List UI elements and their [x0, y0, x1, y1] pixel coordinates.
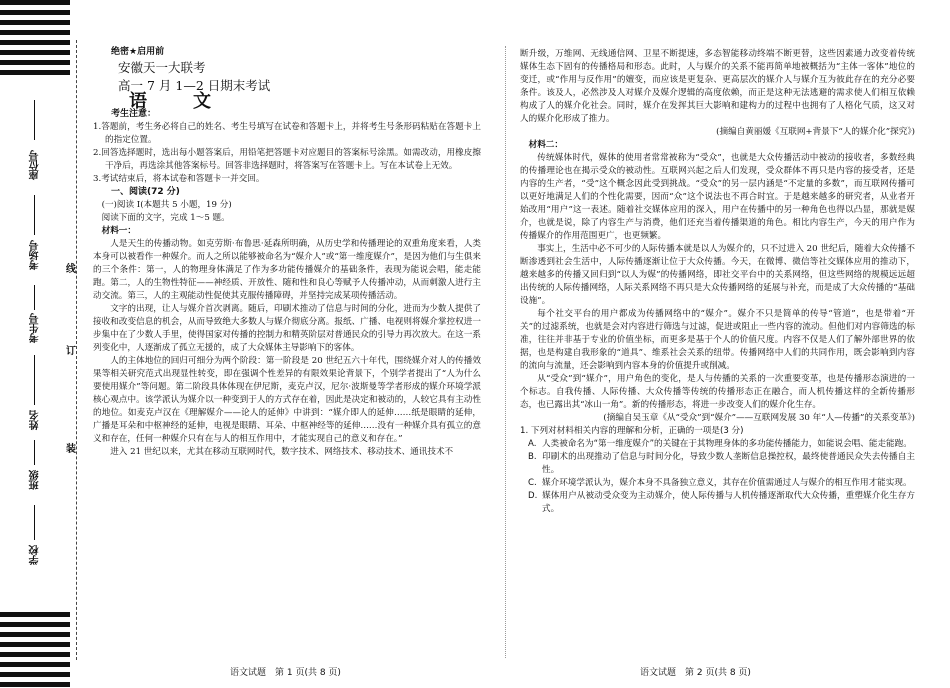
binding-stripe — [0, 20, 70, 25]
option-a[interactable]: A. 人类被命名为“第一维度媒介”的关键在于其物理身体的多功能传播能力，如能说会唱、能走能跑。 — [528, 439, 912, 449]
class-label: 班级 — [30, 470, 41, 490]
binding-stripe — [0, 632, 70, 637]
binding-stripe — [0, 662, 70, 667]
secret-mark: 绝密★启用前 — [111, 47, 165, 57]
binding-stripe — [0, 60, 70, 65]
binding-stripe — [0, 70, 70, 75]
binding-stripe — [0, 652, 70, 657]
material-2-label: 材料二： — [528, 140, 563, 150]
material-1-label: 材料一： — [101, 226, 136, 236]
binding-margin — [0, 0, 85, 688]
source-2: (摘编自吴玉章《从“受众”到“媒介”——互联网发展 30 年“人—传播”的关系变革》) — [603, 413, 915, 423]
footer-left: 语文试题 第 1 页(共 8 页) — [230, 668, 341, 678]
exam-no-line — [34, 285, 35, 310]
binding-stripe — [0, 642, 70, 647]
cut-mark-line: 线 — [66, 258, 76, 277]
school-line — [34, 505, 35, 540]
notice-item: 1.答题前，考生务必将自己的姓名、考生号填写在试卷和答题卡上，并将考生号条形码粘贴在答题卡上的指定位置。 — [93, 122, 481, 145]
exam-no-label: 考生号 — [30, 313, 41, 343]
option-d[interactable]: D. 媒体用户从被动受众变为主动媒介，使人际传播与人机传播逐渐取代大众传播，重塑媒介化生存方式。 — [528, 491, 915, 514]
section-title: 一、阅读(72 分) — [111, 187, 180, 197]
left-page — [93, 46, 481, 459]
seat-label: 座位号 — [30, 150, 41, 180]
source-1: (摘编自黄丽媛《互联网+背景下“人的媒介化”探究》) — [716, 127, 915, 137]
sub-section-title: (一)阅读 I(本题共 5 小题，19 分) — [101, 200, 232, 210]
exam-title-1: 安徽天一大联考 — [118, 60, 206, 75]
notice-title: 考生注意： — [111, 109, 157, 119]
binding-stripe — [0, 30, 70, 35]
cut-mark-staple: 装 — [66, 438, 76, 457]
name-label: 姓名 — [30, 410, 41, 430]
paragraph: 从“受众”到“媒介”，用户角色的变化，是人与传播的关系的一次重要变革，也是传播形态演进的一个标志。自我传播、人际传播、大众传播等传统的传播形态正在融合，而人机传播这样的全新传播形态，也已露出其“冰山一角”。新的传播形态，将进一步改变人们的媒介化生存。 — [520, 374, 915, 410]
binding-stripe — [0, 672, 70, 677]
name-line — [34, 355, 35, 405]
paragraph: 进入 21 世纪以来，尤其在移动互联网时代，数字技术、网络技术、移动技术、通讯技术不 — [110, 447, 454, 457]
binding-stripe — [0, 10, 70, 15]
class-line — [34, 440, 35, 465]
right-page — [520, 48, 915, 516]
notice-item: 3.考试结束后，将本试卷和答题卡一并交回。 — [93, 174, 265, 184]
school-label: 学校 — [30, 545, 41, 565]
binding-stripe — [0, 0, 70, 5]
room-line — [34, 195, 35, 235]
room-label: 考场号 — [30, 240, 41, 270]
notice-item: 2.回答选择题时，选出每小题答案后，用铅笔把答题卡对应题目的答案标号涂黑。如需改动，用橡皮擦干净后，再选涂其他答案标号。回答非选择题时，将答案写在答题卡上。写在本试卷上无效。 — [93, 148, 481, 171]
subject-title: 语 文 — [129, 91, 225, 112]
option-c[interactable]: C. 媒介环境学派认为，媒介本身不具备独立意义，其存在价值需通过人与媒介的相互作用才能实现。 — [528, 478, 912, 488]
binding-stripe — [0, 622, 70, 627]
paragraph: 人是天生的传播动物。如克劳斯·布鲁思·延森所明确，从历史学和传播理论的双重角度来看，人类本身可以被看作一种媒介。而人之所以能够被命名为“媒介人”或“第一维度媒介”，是因为他们与生俱来的三个条件：第一，人的物理身体满足了作为多功能传播媒介的基础条件，表现为能说会唱，能走能跑。第二，人的生物性特征——神经质、开放性、随和性和良心等赋予人传播冲动，从而刺激人进行主动交流。第三，人的主观能动性促使其克服传播障碍，并坚持完成某项传播活动。 — [93, 239, 481, 301]
cut-line — [76, 40, 77, 660]
paragraph: 每个社交平台的用户都成为传播网络中的“媒介”。媒介不只是简单的传导“管道”，也是带着“开关”的过滤系统，也就是会对内容进行筛选与过滤，促进或阻止一些内容的流动。但他们对内容筛选的标准，往往并非基于专业的价值坐标，而更多是基于个人的价值尺度。内容不仅是人们了解外部世界的依据，也是构建自我形象的“道具”、维系社会关系的纽带。传播网络中人们的共同作用，既会影响到内容的流向与流量，还会影响到内容本身的价值提升或削减。 — [520, 309, 915, 371]
binding-stripe — [0, 40, 70, 45]
paragraph: 事实上，生活中必不可少的人际传播本就是以人为媒介的，只不过进入 20 世纪后，随着大众传播不断渗透到社会生活中，人际传播逐渐让位于大众传播。今天，在微博、微信等社交媒体应用的推动下，越来越多的传播又回归到“以人为媒”的传播网络，即社交平台中的关系网络，但这些网络的规模远远超出传统的人际传播网络，人际关系网络不再只是大众传播网络的延展与补充，而是成了大众传播的“基础设施”。 — [520, 244, 915, 306]
paragraph: 传统媒体时代，媒体的使用者常常被称为“受众”，也就是大众传播活动中被动的接收者，多数经典的传播理论也在揭示受众的被动性。互联网兴起之后人们发现，受众群体不再只是内容的接受者，还是内容的生产者，“受”这个概念因此受到挑战。“受众”的另一层内涵是“不定量的多数”，而互联网传播可以更好地满足人们的个性化需要，因而“众”这个说法也不再合时宜。于是越来越多的研究者，从业者开始改用“用户”这一表述。随着社交媒体应用的深入，用户在传播中的另一种角色也得以凸显，那就是媒介，也就是说，除了内容生产与消费，他们还充当着传播渠道的角色。相比内容生产，今天的用户作为传播媒介的作用范围更广，也更频繁。 — [520, 153, 915, 241]
binding-stripe — [0, 682, 70, 687]
cut-mark-bind: 订 — [66, 340, 76, 359]
footer-right: 语文试题 第 2 页(共 8 页) — [640, 668, 751, 678]
option-b[interactable]: B. 印刷术的出现推动了信息与时间分化，导致少数人垄断信息操控权，最终使普通民众失去传播自主性。 — [528, 452, 915, 475]
paragraph: 文字的出现，让人与媒介首次剥离。随后，印刷术推动了信息与时间的分化，进而为少数人提供了接收和改变信息的机会，从而导致绝大多数人与媒介彻底分离。报纸、广播、电视则将媒介掌控权进一步集中在了少数人手里，使得国家对传播的控制力和精英阶层对普通民众的引导力再次放大。在这一系列变化中，人逐渐成了孤立无援的，成了大众媒体主导影响下的客体。 — [93, 304, 481, 353]
page-divider — [505, 46, 507, 658]
paragraph: 断升级，万维网、无线通信网、卫星不断提速，多态智能移动终端不断更替，这些因素通力改变着传统媒体生态下固有的传播格局和形态。此时，人与媒介的关系不能再简单地被概括为“主体一客体”地位的变迁，或“作用与反作用”的嬗变，而应该是更复杂、更高层次的媒介人与媒介互为彼此存在的充分必要条件。该及人，必然涉及人对媒介及媒介逻辑的高度依赖，而正是这种无法逃避的需求使人们相互依赖构成了人的媒介化社会。同时，媒介在发挥其巨大影响和建构力的过程中也拥有了人格化气质，这又对人的媒介化形成了推力。 — [520, 49, 915, 124]
exam-title-2: 高一 7 月 1—2 日期末考试 — [118, 78, 271, 93]
paragraph: 人的主体地位的回归可细分为两个阶段：第一阶段是 20 世纪五六十年代，围绕媒介对人的传播效果等相关研究范式出现显性转变，即在强调个性差异的有限效果论背景下，个别学者提出了“人为什么要使用媒介”等问题。第二阶段具体体现在伊尼斯，麦克卢汉，尼尔·波斯曼等学者形成的媒介环境学派核心观点中。该学派认为媒介以一种变到于人的方式存在着，因此是决定和被动的，人较它具有主动性的地位。如麦克卢汉在《理解媒介——论人的延伸》中讲到：“媒介即人的延伸……纸是眼睛的延伸，广播是耳朵和中枢神经的延伸，电视是眼睛、耳朵、中枢神经等的延伸……没有一种媒介具有孤立的意义和存在，任何一种媒介只有在与人的相互作用中，才能实现自己的意义和存在。” — [93, 356, 481, 444]
binding-stripe — [0, 50, 70, 55]
question-1-stem: 1. 下列对材料相关内容的理解和分析，正确的一项是(3 分) — [520, 426, 744, 436]
instruction: 阅读下面的文字，完成 1～5 题。 — [101, 213, 230, 223]
seat-line — [34, 100, 35, 140]
binding-stripe — [0, 612, 70, 617]
